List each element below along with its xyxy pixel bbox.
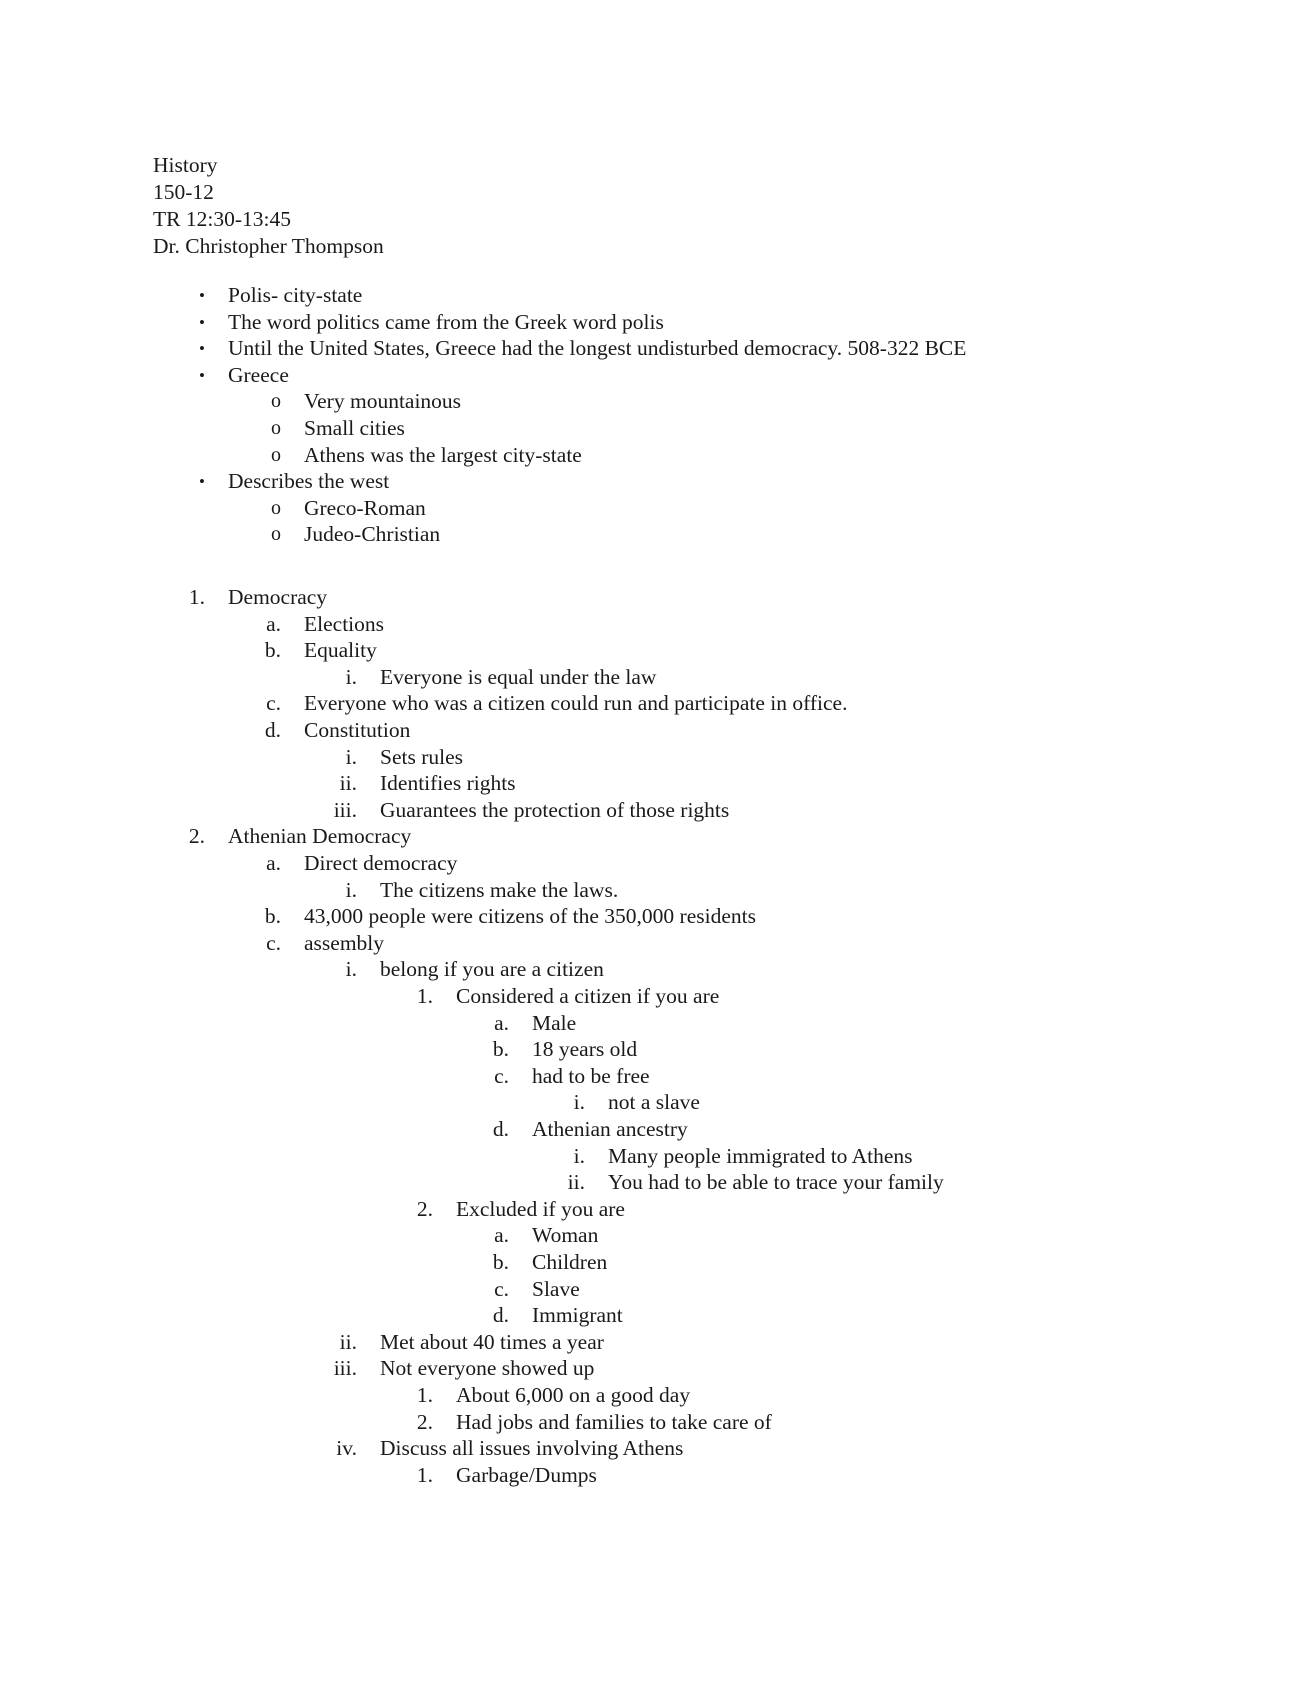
list-item bbox=[0, 1196, 1306, 1223]
outline-marker: iv. bbox=[336, 1436, 357, 1461]
list-item bbox=[0, 362, 1306, 389]
bullet-marker: • bbox=[199, 312, 205, 332]
outline-marker: i. bbox=[345, 877, 357, 902]
list-item-text: Considered a citizen if you are bbox=[456, 984, 720, 1008]
list-item bbox=[0, 1302, 1306, 1329]
list-item-text: Excluded if you are bbox=[456, 1196, 625, 1221]
list-item-text: Direct democracy bbox=[304, 851, 458, 875]
list-item-text: Identifies rights bbox=[380, 771, 516, 796]
bullet-marker: • bbox=[199, 339, 205, 359]
list-item-text: Small cities bbox=[304, 416, 405, 440]
list-item-text: The word politics came from the Greek word polis bbox=[228, 309, 664, 334]
outline-marker: i. bbox=[573, 1090, 585, 1115]
outline-marker: b. bbox=[492, 1250, 509, 1274]
list-item-text: belong if you are a citizen bbox=[380, 957, 604, 982]
instructor-name: Dr. Christopher Thompson bbox=[153, 234, 384, 258]
outline-marker: b. bbox=[264, 904, 281, 929]
outline-marker: c. bbox=[494, 1063, 509, 1088]
list-item bbox=[0, 664, 1306, 691]
outline-marker: d. bbox=[492, 1117, 509, 1141]
list-item-text: Sets rules bbox=[380, 744, 464, 769]
list-item bbox=[0, 797, 1306, 824]
list-item bbox=[0, 282, 1306, 309]
list-item bbox=[0, 415, 1306, 442]
list-item-text: Very mountainous bbox=[304, 389, 462, 414]
sub-bullet-marker: o bbox=[271, 523, 281, 546]
class-schedule: TR 12:30-13:45 bbox=[153, 207, 291, 231]
list-item bbox=[0, 1276, 1306, 1303]
outline-marker: c. bbox=[494, 1276, 509, 1301]
outline-marker: i. bbox=[345, 957, 357, 982]
outline-marker: ii. bbox=[567, 1170, 585, 1195]
list-item bbox=[0, 823, 1306, 850]
list-item bbox=[0, 1382, 1306, 1409]
sub-bullet-marker: o bbox=[271, 443, 281, 466]
list-item bbox=[0, 1010, 1306, 1037]
list-item-text: Met about 40 times a year bbox=[380, 1329, 604, 1354]
list-item bbox=[0, 930, 1306, 957]
list-item-text: 43,000 people were citizens of the 350,000 residents bbox=[304, 904, 756, 929]
sub-bullet-marker: o bbox=[271, 417, 281, 439]
outline-marker: ii. bbox=[339, 771, 357, 796]
list-item-text: Describes the west bbox=[228, 469, 390, 494]
list-item-text: Male bbox=[532, 1010, 577, 1035]
list-item-text: Garbage/Dumps bbox=[456, 1462, 597, 1487]
list-item-text: You had to be able to trace your family bbox=[608, 1170, 944, 1195]
list-item-text: About 6,000 on a good day bbox=[456, 1383, 691, 1407]
list-item bbox=[0, 584, 1306, 611]
list-item-text: Democracy bbox=[228, 585, 328, 609]
list-item-text: Everyone is equal under the law bbox=[380, 664, 657, 689]
outline-marker: b. bbox=[492, 1037, 509, 1062]
outline-marker: a. bbox=[266, 611, 281, 636]
outline-marker: a. bbox=[494, 1010, 509, 1035]
list-item-text: Polis- city-state bbox=[228, 283, 363, 307]
list-item-text: Until the United States, Greece had the longest undisturbed democracy. 508-322 BCE bbox=[228, 336, 967, 361]
list-item bbox=[0, 690, 1306, 717]
outline-marker: 2. bbox=[416, 1196, 433, 1221]
bullet-marker: • bbox=[199, 286, 205, 305]
list-item bbox=[0, 495, 1306, 522]
list-item-text: Greece bbox=[228, 362, 289, 387]
list-item bbox=[0, 335, 1306, 362]
list-item-text: Everyone who was a citizen could run and participate in office. bbox=[304, 691, 848, 716]
outline-marker: 1. bbox=[416, 1383, 433, 1407]
list-item bbox=[0, 877, 1306, 904]
outline-marker: ii. bbox=[339, 1329, 357, 1354]
sub-bullet-marker: o bbox=[271, 390, 281, 413]
outline-marker: 2. bbox=[188, 824, 205, 849]
list-item bbox=[0, 903, 1306, 930]
list-item bbox=[0, 637, 1306, 664]
sub-bullet-marker: o bbox=[271, 496, 281, 519]
bullet-marker: • bbox=[199, 472, 205, 492]
list-item bbox=[0, 1089, 1306, 1116]
outline-marker: i. bbox=[345, 744, 357, 769]
list-item bbox=[0, 1409, 1306, 1436]
list-item bbox=[0, 1329, 1306, 1356]
course-name: History bbox=[153, 153, 218, 177]
course-section: 150-12 bbox=[153, 180, 214, 204]
list-item bbox=[0, 1063, 1306, 1090]
outline-marker: i. bbox=[573, 1143, 585, 1168]
list-item-text: Many people immigrated to Athens bbox=[608, 1143, 913, 1168]
outline-marker: a. bbox=[494, 1223, 509, 1248]
list-item bbox=[0, 1116, 1306, 1143]
list-item bbox=[0, 744, 1306, 771]
outline-marker: a. bbox=[266, 851, 281, 875]
outline-marker: iii. bbox=[333, 1356, 357, 1381]
outline-marker: c. bbox=[266, 691, 281, 716]
list-item bbox=[0, 611, 1306, 638]
list-item bbox=[0, 850, 1306, 877]
list-item-text: Constitution bbox=[304, 718, 411, 742]
list-item-text: Discuss all issues involving Athens bbox=[380, 1436, 684, 1461]
outline-marker: 1. bbox=[188, 585, 205, 609]
list-item bbox=[0, 1169, 1306, 1196]
list-item bbox=[0, 521, 1306, 548]
list-item-text: The citizens make the laws. bbox=[380, 877, 619, 902]
list-item-text: Judeo-Christian bbox=[304, 522, 441, 547]
list-item bbox=[0, 1249, 1306, 1276]
list-item bbox=[0, 770, 1306, 797]
list-item bbox=[0, 442, 1306, 469]
list-item bbox=[0, 309, 1306, 336]
list-item bbox=[0, 717, 1306, 744]
outline-marker: d. bbox=[264, 718, 281, 742]
list-item bbox=[0, 1143, 1306, 1170]
list-item bbox=[0, 1435, 1306, 1462]
list-item bbox=[0, 956, 1306, 983]
list-item-text: had to be free bbox=[532, 1063, 650, 1088]
list-item bbox=[0, 1036, 1306, 1063]
list-item-text: Not everyone showed up bbox=[380, 1356, 595, 1381]
outline-marker: d. bbox=[492, 1303, 509, 1328]
outline-marker: 1. bbox=[416, 1462, 433, 1487]
list-item-text: Equality bbox=[304, 638, 377, 663]
list-item-text: Athens was the largest city-state bbox=[304, 442, 582, 467]
list-item-text: Athenian Democracy bbox=[228, 824, 412, 849]
outline-marker: c. bbox=[266, 930, 281, 955]
list-item-text: Slave bbox=[532, 1276, 580, 1301]
list-item-text: Greco-Roman bbox=[304, 495, 426, 520]
list-item bbox=[0, 388, 1306, 415]
list-item-text: Immigrant bbox=[532, 1303, 623, 1328]
list-item bbox=[0, 983, 1306, 1010]
list-item bbox=[0, 1355, 1306, 1382]
outline-marker: i. bbox=[345, 664, 357, 689]
list-item bbox=[0, 1462, 1306, 1489]
list-item-text: Guarantees the protection of those rights bbox=[380, 797, 730, 822]
outline-marker: iii. bbox=[333, 797, 357, 822]
outline-marker: 1. bbox=[416, 984, 433, 1008]
list-item bbox=[0, 1222, 1306, 1249]
list-item-text: Children bbox=[532, 1250, 608, 1274]
outline-marker: b. bbox=[264, 638, 281, 663]
list-item-text: not a slave bbox=[608, 1090, 700, 1115]
bullet-marker: • bbox=[199, 365, 205, 385]
list-item-text: assembly bbox=[304, 930, 385, 955]
list-item-text: Woman bbox=[532, 1223, 599, 1248]
list-item-text: Had jobs and families to take care of bbox=[456, 1409, 772, 1434]
list-item-text: Elections bbox=[304, 611, 385, 636]
list-item-text: 18 years old bbox=[532, 1037, 638, 1062]
list-item bbox=[0, 468, 1306, 495]
outline-marker: 2. bbox=[416, 1409, 433, 1434]
list-item-text: Athenian ancestry bbox=[532, 1117, 688, 1141]
